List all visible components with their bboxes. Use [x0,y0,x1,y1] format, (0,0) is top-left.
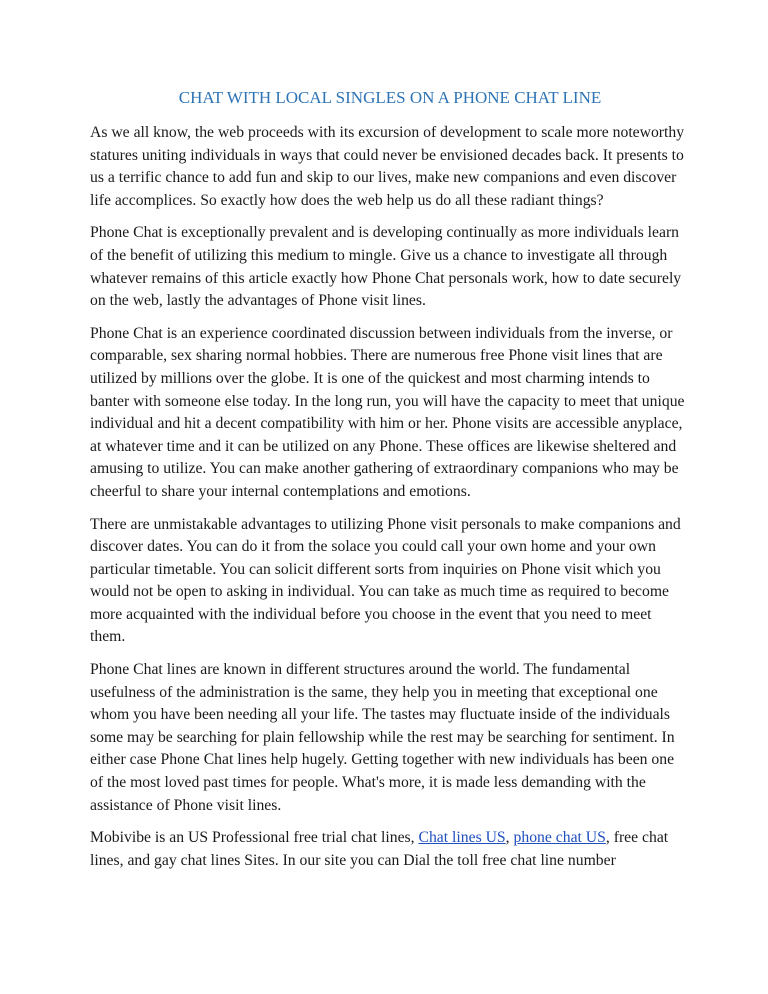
document-page [90,88,690,882]
paragraph-mobivibe [90,827,690,872]
mobivibe-text-after: , free chat lines, and gay chat lines Sites. In our site you can Dial the toll free chat line number [90,829,669,869]
paragraph-phone-chat-experience: Phone Chat is an experience coordinated discussion between individuals from the inverse, or comparable, sex sharing normal hobbies. There are numerous free Phone visit lines that are utilized by millions over the globe. It is one of the quickest and most charming intends to banter with someone else today. In the long run, you will have the capacity to meet that unique individual and hit a decent compatibility with him or her. Phone visits are accessible anyplace, at whatever time and it can be utilized on any Phone. These offices are likewise sheltered and amusing to utilize. You can make another gathering of extraordinary companions who may be cheerful to share your internal contemplations and emotions. [90,324,685,500]
paragraph-phone-chat-prevalent: Phone Chat is exceptionally prevalent and is developing continually as more individuals learn of the benefit of utilizing this medium to mingle. Give us a chance to investigate all through whatever remains of this article exactly how Phone Chat personals work, how to date securely on the web, lastly the advantages of Phone visit lines. [90,224,682,310]
chat-lines-us-link[interactable]: Chat lines US [418,829,506,847]
link-separator: , [505,829,514,847]
paragraph-advantages: There are unmistakable advantages to utilizing Phone visit personals to make companions and discover dates. You can do it from the solace you could call your own home and your own particular timetable. You can solicit different sorts from inquiries on Phone visit which you would not be open to asking in individual. You can take as much time as required to become more acquainted with the individual before you choose in the event that you need to meet them. [90,515,681,646]
mobivibe-text-before: Mobivibe is an US Professional free trial chat lines, [90,829,419,847]
phone-chat-us-link[interactable]: phone chat US [513,829,606,847]
paragraph-structures: Phone Chat lines are known in different structures around the world. The fundamental usefulness of the administration is the same, they help you in meeting that exceptional one whom you have been needing all your life. The tastes may fluctuate inside of the individuals some may be searching for plain fellowship while the rest may be searching for sentiment. In either case Phone Chat lines help hugely. Getting together with new individuals has been one of the most loved past times for people. What's more, it is made less demanding with the assistance of Phone visit lines. [90,661,675,814]
paragraph-intro: As we all know, the web proceeds with its excursion of development to scale more noteworthy statures uniting individuals in ways that could never be envisioned decades back. It presents to us a terrific chance to add fun and skip to our lives, make new companions and even discover life accomplices. So exactly how does the web help us do all these radiant things? [90,124,685,209]
document-title: CHAT WITH LOCAL SINGLES ON A PHONE CHAT LINE [178,88,602,107]
